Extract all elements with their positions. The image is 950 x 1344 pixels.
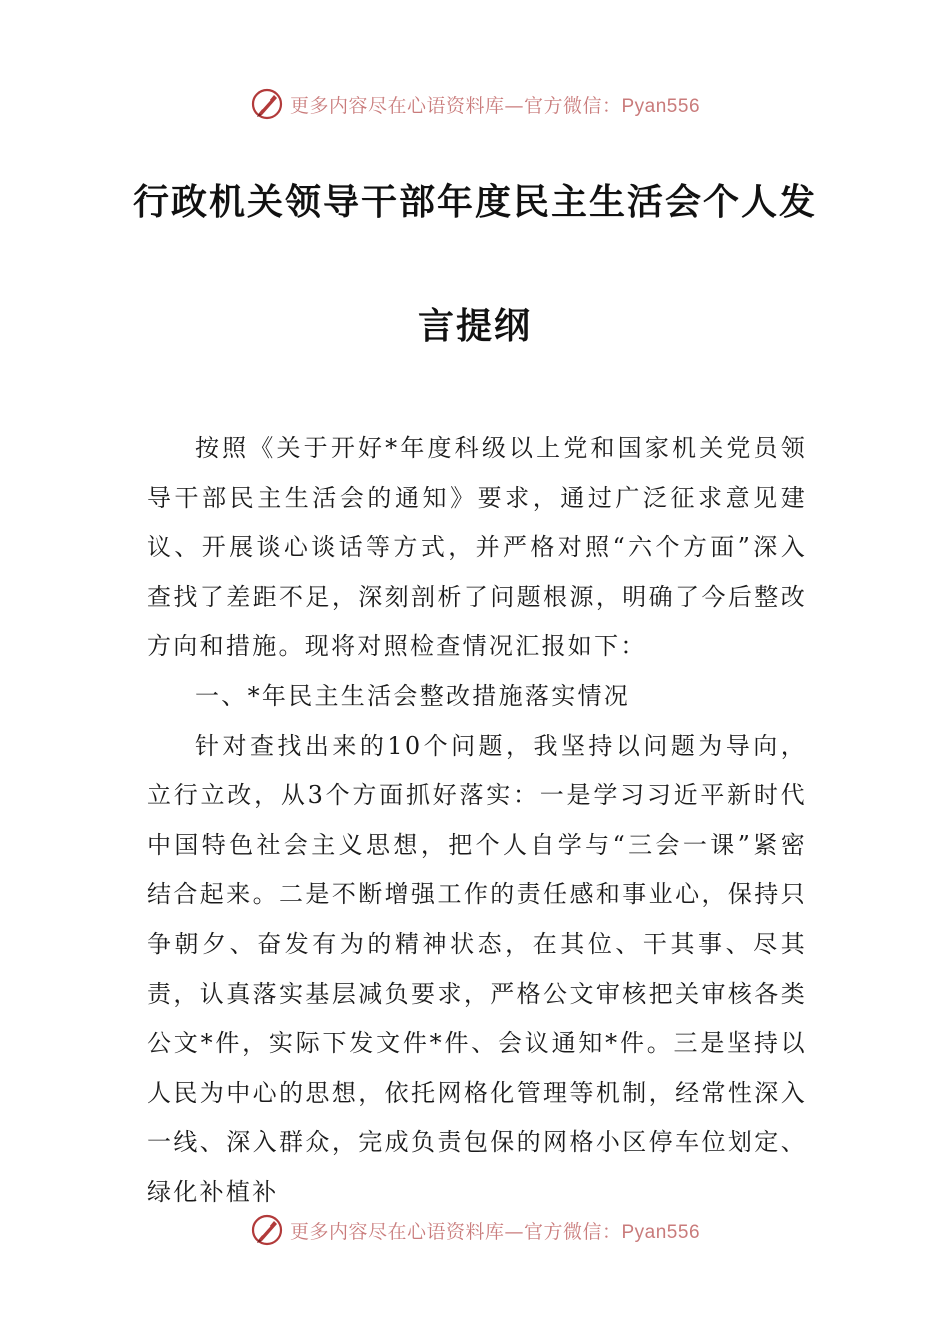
footer-banner	[0, 1210, 950, 1250]
document-body	[147, 424, 807, 1218]
document-title-line-2: 言提纲	[417, 306, 532, 347]
document-title-line-1: 行政机关领导干部年度民主生活会个人发	[132, 182, 817, 223]
paragraph-intro: 按照《关于开好*年度科级以上党和国家机关党员领导干部民主生活会的通知》要求，通过广泛征求意见建议、开展谈心谈话等方式，并严格对照“六个方面”深入查找了差距不足，深刻剖析了问题根源，明确了今后整改方向和措施。现将对照检查情况汇报如下：	[147, 434, 807, 661]
header-banner	[0, 84, 950, 124]
banner-label: 更多内容尽在心语资料库—官方微信：Pyan556	[289, 1220, 701, 1243]
banner-label: 更多内容尽在心语资料库—官方微信：Pyan556	[289, 94, 701, 117]
quill-pen-icon	[250, 1213, 284, 1247]
wechat-id: Pyan556	[621, 1221, 701, 1243]
paragraph-measures: 针对查找出来的10个问题，我坚持以问题为导向，立行立改，从3个方面抓好落实：一是学习习近平新时代中国特色社会主义思想，把个人自学与“三会一课”紧密结合起来。二是不断增强工作的责任感和事业心，保持只争朝夕、奋发有为的精神状态，在其位、干其事、尽其责，认真落实基层减负要求，严格公文审核把关审核各类公文*件，实际下发文件*件、会议通知*件。三是坚持以人民为中心的思想，依托网格化管理等机制，经常性深入一线、深入群众，完成负责包保的网格小区停车位划定、绿化补植补	[147, 731, 807, 1206]
section-heading: 一、*年民主生活会整改措施落实情况	[195, 681, 631, 710]
wechat-id: Pyan556	[621, 95, 701, 117]
quill-pen-icon	[250, 87, 284, 121]
